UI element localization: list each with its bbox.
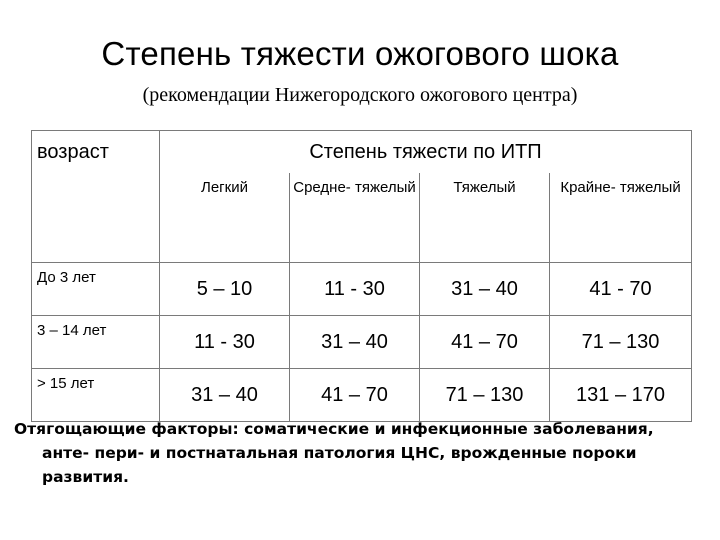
itp-value-cell: 71 – 130 [420,369,550,422]
itp-value-cell: 11 - 30 [290,263,420,316]
severity-level-severe: Тяжелый [420,173,550,262]
table-row [32,369,692,422]
age-column-header: возраст [32,131,160,263]
itp-value-cell: 41 - 70 [550,263,692,316]
severity-level-moderate: Средне- тяжелый [290,173,420,262]
table-row [32,316,692,369]
page-title: Степень тяжести ожогового шока [101,35,619,72]
itp-value-cell: 41 – 70 [420,316,550,369]
itp-value-cell: 31 – 40 [420,263,550,316]
aggravating-factors-note: Отягощающие факторы: соматические и инфекционные заболевания, анте- пери- и постнатальная патология ЦНС, врожденные пороки развития. [14,420,654,486]
page-subtitle: (рекомендации Нижегородского ожогового центра) [142,84,578,106]
itp-value-cell: 71 – 130 [550,316,692,369]
itp-value-cell: 5 – 10 [160,263,290,316]
severity-table [31,130,692,422]
itp-value-cell: 31 – 40 [290,316,420,369]
itp-value-cell: 131 – 170 [550,369,692,422]
severity-column-header: Степень тяжести по ИТП [160,131,692,174]
age-cell: > 15 лет [32,369,160,422]
itp-value-cell: 41 – 70 [290,369,420,422]
severity-level-mild: Легкий [160,173,290,262]
itp-value-cell: 31 – 40 [160,369,290,422]
severity-level-extreme: Крайне- тяжелый [550,173,692,262]
age-cell: 3 – 14 лет [32,316,160,369]
table-header-row [32,131,692,174]
age-cell: До 3 лет [32,263,160,316]
table-row [32,263,692,316]
itp-value-cell: 11 - 30 [160,316,290,369]
